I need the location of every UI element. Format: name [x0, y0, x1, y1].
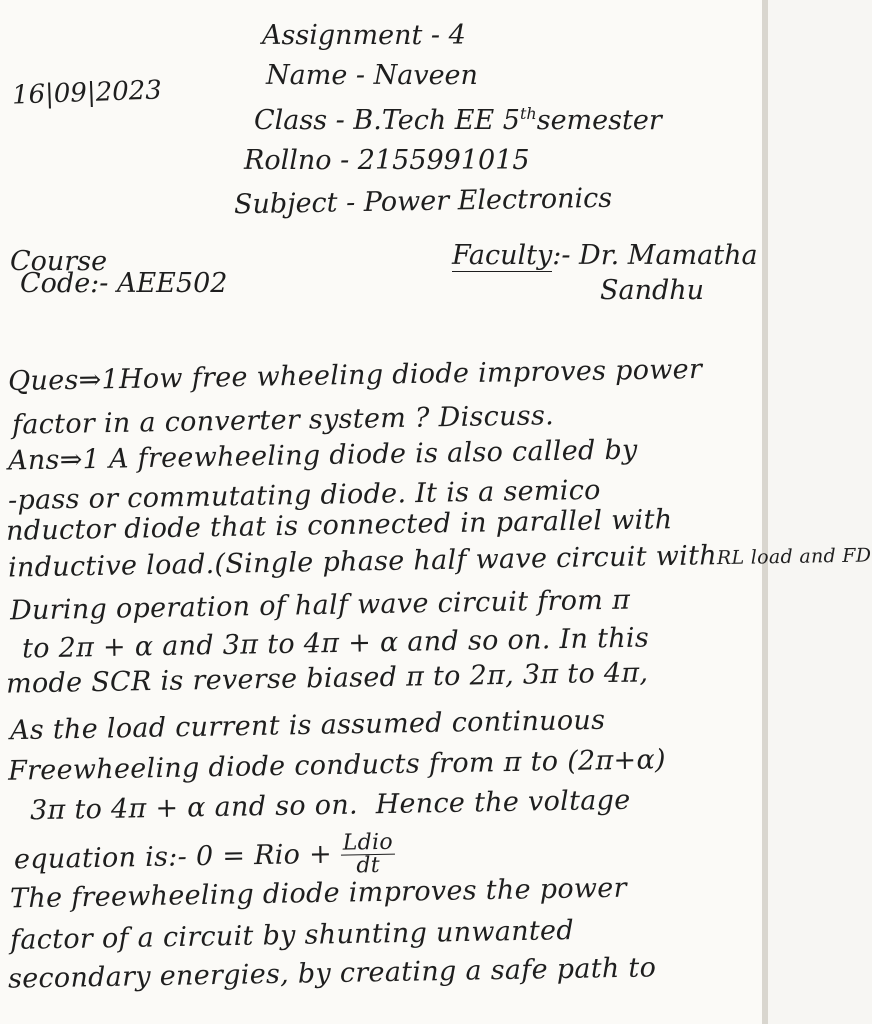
question-line-2: factor in a converter system ? Discuss.	[11, 400, 555, 441]
answer-line-10-tail: Hence the voltage	[375, 784, 631, 821]
answer-line-4-text: inductive load.(Single phase half wave circuit with	[7, 540, 718, 584]
answer-line-1: Ans⇒1 A freewheeling diode is also called by	[7, 434, 638, 477]
class-suffix: semester	[536, 105, 662, 136]
course-label: Course	[10, 246, 108, 277]
class-prefix: Class - B.Tech EE 5	[254, 105, 520, 136]
roll-number: Rollno - 2155991015	[244, 145, 530, 176]
answer-line-2: -pass or commutating diode. It is a semico	[7, 474, 601, 517]
date: 16|09|2023	[11, 75, 163, 111]
answer-line-6: to 2π + α and 3π to 4π + α and so on. In this	[21, 622, 650, 665]
faculty-name-2: Sandhu	[600, 275, 705, 306]
answer-line-3: nductor diode that is connected in parallel with	[5, 504, 673, 547]
fraction-numerator: Ldio	[342, 829, 394, 856]
answer-line-4-note: RL load and FD	[716, 544, 872, 570]
faculty	[452, 240, 758, 271]
student-name: Name - Naveen	[266, 60, 478, 91]
course-code: Code:- AEE502	[20, 268, 228, 299]
question-line-1: Ques⇒1How free wheeling diode improves power	[7, 353, 703, 398]
faculty-name: :- Dr. Mamatha	[552, 240, 758, 271]
answer-line-5: During operation of half wave circuit from π	[9, 584, 631, 627]
fraction-denominator: dt	[356, 852, 381, 879]
class-info	[254, 104, 662, 136]
equation-prefix: equation is:- 0 = Rio +	[13, 838, 333, 876]
equation-fraction	[341, 829, 396, 879]
faculty-label: Faculty	[452, 240, 553, 271]
subject: Subject - Power Electronics	[233, 182, 613, 221]
assignment-title: Assignment - 4	[262, 20, 466, 51]
page-edge	[762, 0, 768, 1024]
answer-equation	[13, 829, 396, 884]
answer-line-10-text: 3π to 4π + α and so on.	[29, 789, 359, 827]
answer-line-8: As the load current is assumed continuous	[9, 704, 606, 747]
answer-line-9: Freewheeling diode conducts from π to (2π+α)	[7, 744, 667, 787]
answer-line-13: factor of a circuit by shunting unwanted	[9, 915, 575, 956]
class-sup: th	[519, 104, 537, 123]
answer-line-12: The freewheeling diode improves the power	[9, 872, 628, 915]
answer-line-7: mode SCR is reverse biased π to 2π, 3π to 4π,	[5, 657, 649, 700]
answer-line-14: secondary energies, by creating a safe path to	[7, 952, 657, 995]
